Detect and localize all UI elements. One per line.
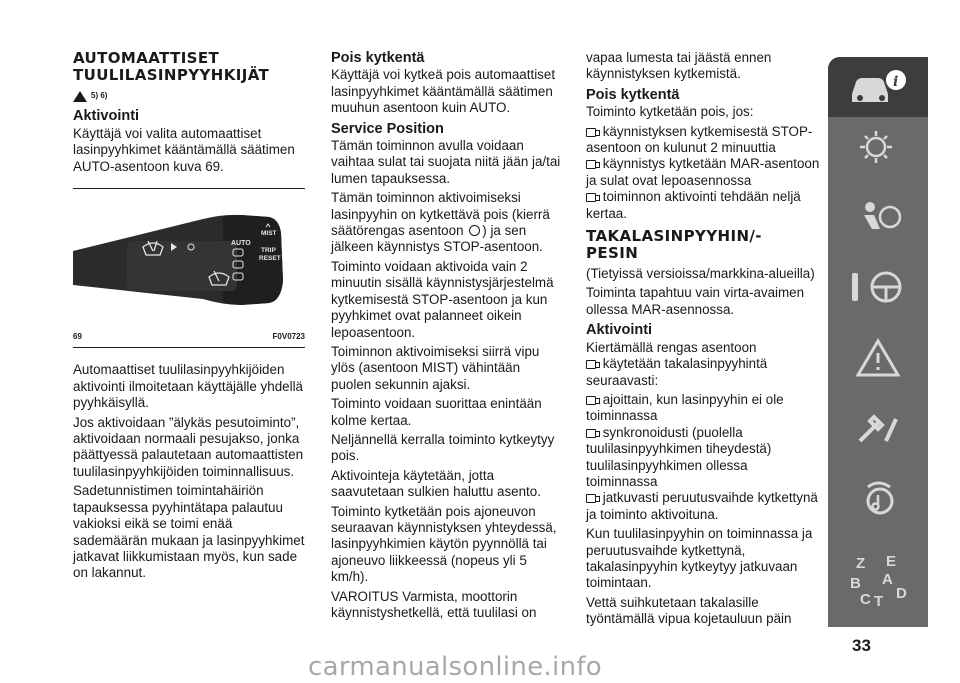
svg-text:E: E — [886, 553, 897, 570]
section-title-line1: AUTOMAATTISET — [73, 49, 220, 67]
music-icon[interactable] — [846, 477, 910, 519]
car-info-icon — [846, 66, 910, 108]
svg-text:T: T — [874, 593, 884, 608]
svg-text:A: A — [882, 571, 893, 588]
bullet-icon — [586, 128, 596, 137]
section-title-line2: TUULILASINPYYHKIJÄT — [73, 66, 270, 84]
paragraph: VAROITUS Varmista, moottorin käynnistyshetkellä, että tuulilasi on — [331, 588, 537, 620]
svg-text:i: i — [893, 74, 899, 90]
svg-text:D: D — [896, 585, 907, 602]
paragraph: Toiminto kytketään pois, jos: — [586, 104, 754, 120]
list-item: toiminnon aktivointi tehdään neljä kertaa. — [586, 189, 801, 221]
label-mist: MIST — [261, 230, 277, 238]
bullet-icon — [586, 429, 596, 438]
service-icon[interactable] — [846, 407, 910, 449]
lights-icon[interactable] — [846, 127, 910, 169]
list-item: jatkuvasti peruutusvaihde kytkettynä ja toiminto aktivoituna. — [586, 490, 818, 522]
steering-wheel-icon[interactable] — [846, 267, 910, 309]
paragraph: Sadetunnistimen toimintahäiriön tapauksessa pyyhintätapa palautuu vakioksi eikä se toimi enää sademäärän mukaan ja lasinpyyhkimet jatkavat liikkumistaan myös, kun sade on lakannut. — [73, 483, 305, 581]
index-icon[interactable] — [846, 552, 910, 608]
column-1 — [73, 50, 305, 585]
warning-triangle-icon — [73, 91, 87, 102]
label-trip: TRIP — [261, 247, 276, 255]
list-item: käynnistyksen kytkemisestä STOP-asentoon on kulunut 2 minuuttia — [586, 123, 813, 156]
section-title-line1: TAKALASINPYYHIN/- — [586, 227, 762, 246]
list-item: käynnistys kytketään MAR-asentoon ja sulat ovat lepoasennossa — [586, 156, 820, 188]
wiper-stalk-illustration — [73, 189, 305, 329]
figure-69 — [73, 189, 305, 329]
paragraph: Toiminto voidaan suorittaa enintään kolme kertaa. — [331, 396, 542, 428]
paragraph: Automaattiset tuulilasinpyyhkijöiden aktivointi ilmoitetaan käyttäjälle yhdellä pyyhkäisyllä. — [73, 362, 303, 411]
paragraph: Toiminto kytketään pois ajoneuvon seuraavan käynnistyksen yhteydessä, lasinpyyhkimien käytön pyynnöllä tai ajoneuvo liikkeessä (nopeus yli 5 km/h). — [331, 503, 557, 585]
paragraph: Toiminta tapahtuu vain virta-avaimen ollessa MAR-asennossa. — [586, 285, 805, 317]
bullet-icon — [586, 494, 596, 503]
chapter-sidebar — [828, 57, 928, 627]
rear-wiper-position-icon — [586, 360, 596, 369]
watermark: carmanualsonline.info — [308, 652, 603, 682]
paragraph: Vettä suihkutetaan takalasille työntämällä vipua kojetauluun päin — [586, 594, 792, 627]
label-reset: RESET — [259, 255, 281, 263]
figure-number: 69 — [73, 332, 82, 342]
paragraph: vapaa lumesta tai jäästä ennen käynnistyksen kytkemistä. — [586, 50, 772, 82]
paragraph: Neljännellä kerralla toiminto kytkeytyy pois. — [331, 431, 555, 464]
page-number: 33 — [852, 636, 871, 655]
section-title — [586, 228, 822, 262]
paragraph: Toiminto voidaan aktivoida vain 2 minuutin sisällä käynnistysjärjestelmä kytkemisestä STOP-asentoon ja kun pyyhkimet ovat palanneet oikein lepoasentoon. — [331, 258, 554, 340]
heading-aktivointi: Aktivointi — [73, 108, 140, 125]
warning-ref-text: 5) 6) — [91, 91, 108, 100]
paragraph: Käyttäjä voi kytkeä pois automaattiset lasinpyyhkimet kääntämällä säätimen muuhun asentoon kuin AUTO. — [331, 67, 556, 116]
warning-refs — [73, 88, 305, 104]
paragraph: Aktivointeja käytetään, jotta saavutetaan sulkien haluttu asento. — [331, 467, 541, 500]
heading-pois-kytkenta: Pois kytkentä — [331, 50, 425, 66]
heading-aktivointi: Aktivointi — [586, 322, 653, 339]
heading-service-position: Service Position — [331, 120, 444, 137]
ring-position-icon — [469, 225, 480, 236]
paragraph: Tämän toiminnon avulla voidaan vaihtaa sulat tai suojata niitä jään ja/tai lumen tapauksessa. — [331, 138, 561, 186]
paragraph: Tämän toiminnon aktivoimiseksi lasinpyyhin on kytkettävä pois (kierrä säätörengas asentoon ) ja sen jälkeen käynnistys STOP-asentoon. — [331, 190, 550, 255]
figure-code: F0V0723 — [272, 332, 305, 342]
label-auto: AUTO — [231, 240, 251, 248]
list-item: synkronoidusti (puolella tuulilasinpyyhkimen tiheydestä) tuulilasinpyyhkimen ollessa toiminnassa — [586, 424, 772, 489]
paragraph: Kiertämällä rengas asentoon — [586, 339, 757, 355]
figure-caption — [73, 329, 305, 348]
paragraph: (Tietyissä versioissa/markkina-alueilla) — [586, 266, 815, 282]
column-2 — [331, 50, 563, 624]
heading-pois-kytkenta: Pois kytkentä — [586, 86, 680, 103]
bullet-icon — [586, 396, 596, 405]
list-item: ajoittain, kun lasinpyyhin ei ole toiminnassa — [586, 391, 784, 424]
paragraph: Toiminnon aktivoimiseksi siirrä vipu ylös (asentoon MIST) vähintään puolen sekunnin ajaksi. — [331, 343, 540, 392]
warning-icon[interactable] — [846, 337, 910, 379]
paragraph: käytetään takalasinpyyhintä seuraavasti: — [586, 356, 768, 388]
bullet-icon — [586, 193, 596, 202]
airbag-icon[interactable] — [846, 197, 910, 239]
section-title-line2: PESIN — [586, 244, 639, 263]
chapter-tab-active[interactable] — [828, 57, 928, 117]
svg-text:Z: Z — [856, 555, 866, 572]
paragraph: Kun tuulilasinpyyhin on toiminnassa ja peruutusvaihde kytkettynä, takalasinpyyhin kytkeytyy jatkuvaan toimintaan. — [586, 526, 813, 591]
paragraph: Käyttäjä voi valita automaattiset lasinpyyhkimet kääntämällä säätimen AUTO-asentoon kuva 69. — [73, 125, 295, 174]
column-3 — [586, 50, 822, 631]
section-title — [73, 50, 305, 84]
bullet-icon — [586, 160, 596, 169]
svg-text:B: B — [850, 575, 861, 592]
paragraph: Jos aktivoidaan ”älykäs pesutoiminto”, aktivoidaan normaali pesujakso, jonka päättyessä palautetaan automaattisten tuulilasinpyyhkijöiden toiminnallisuus. — [73, 414, 304, 479]
svg-text:C: C — [860, 591, 871, 608]
